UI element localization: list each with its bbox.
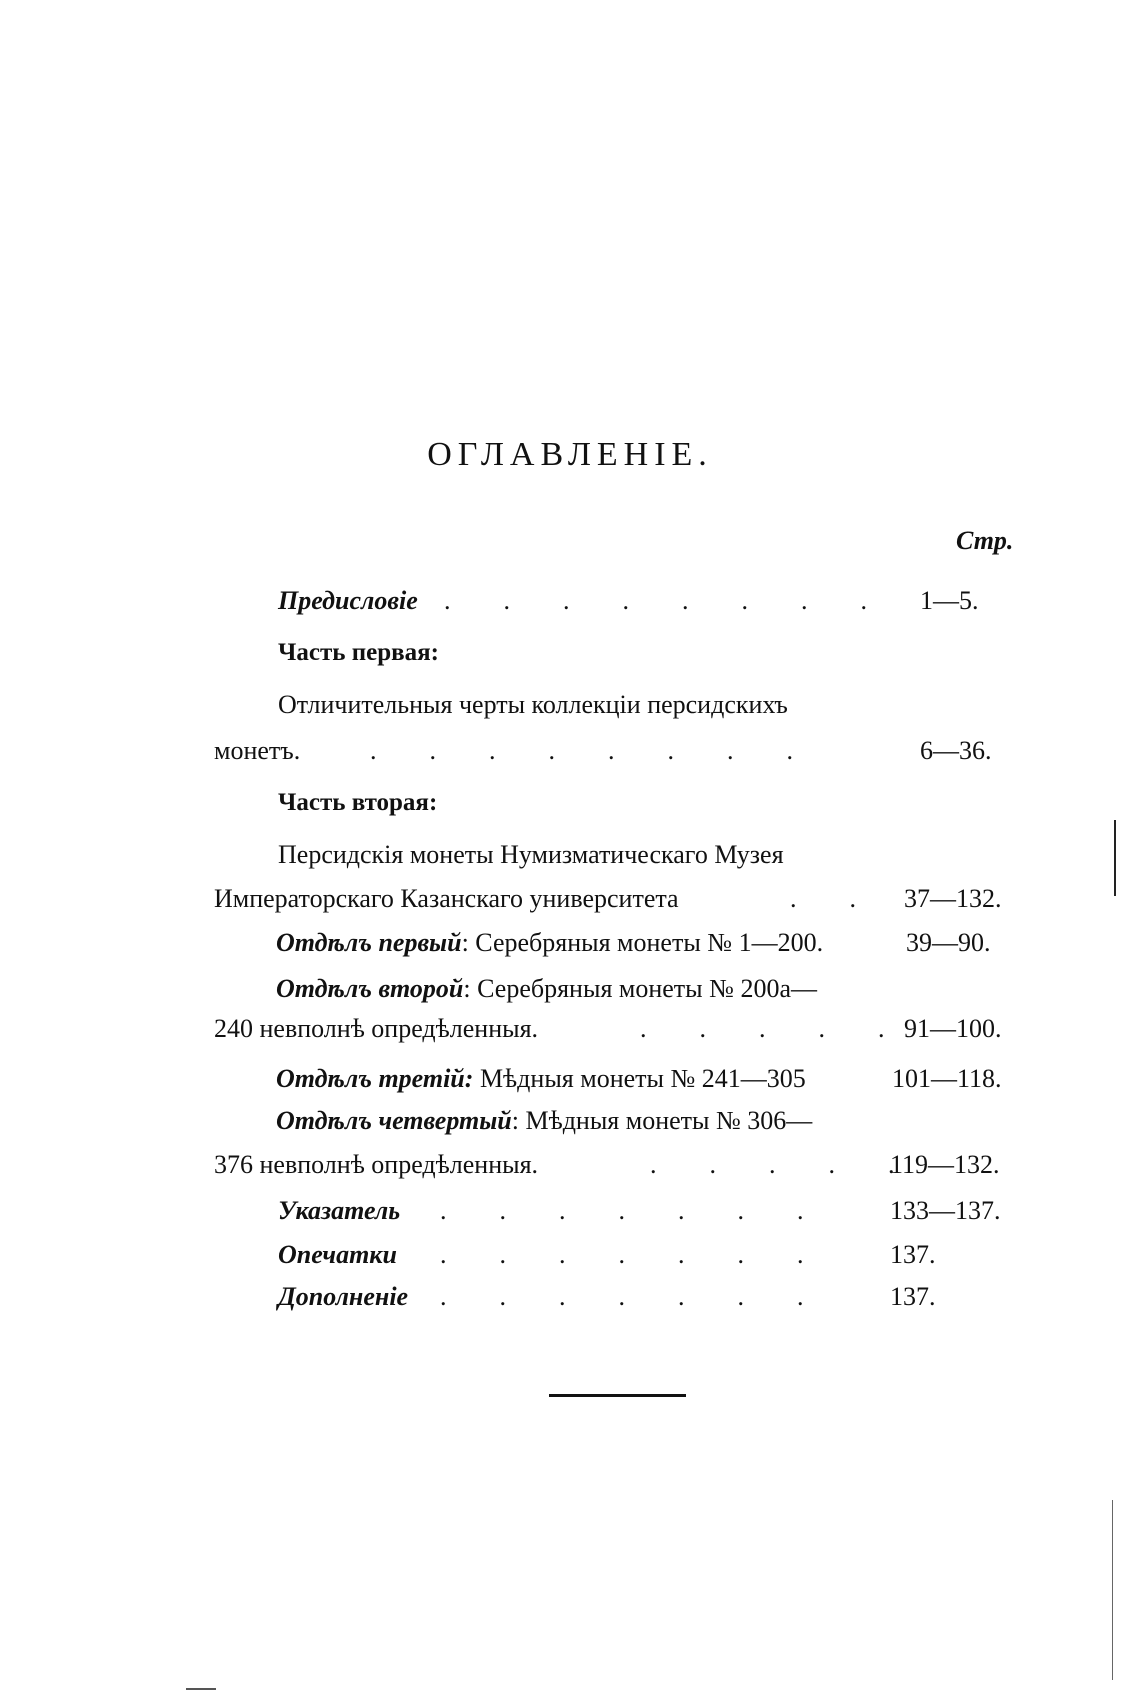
scan-corner-mark: [186, 1688, 216, 1690]
toc-section2: [276, 976, 817, 1002]
toc-section3-text: Мѣдныя монеты № 241—305: [473, 1064, 806, 1093]
toc-entry-index-pages: 133—137.: [890, 1196, 1001, 1225]
toc-part2-heading: Часть вторая:: [278, 789, 438, 816]
toc-section1-pages: 39—90.: [906, 928, 991, 957]
toc-section3: [276, 1066, 806, 1092]
toc-entry-preface-dots: . . . . . . . .: [444, 586, 869, 615]
toc-section1-label: Отдѣлъ первый: [276, 928, 462, 957]
toc-section2-label: Отдѣлъ второй: [276, 974, 464, 1003]
toc-entry-addendum-pages: 137.: [890, 1282, 936, 1311]
toc-section1: [276, 930, 823, 956]
toc-part1-line1: Отличительныя черты коллекціи персидскихъ: [278, 690, 788, 719]
toc-section4-dots: . . . . .: [650, 1150, 897, 1179]
toc-part2-line2: Императорскаго Казанскаго университета: [214, 884, 679, 913]
scan-edge-line: [1112, 1500, 1113, 1680]
toc-entry-preface-label: Предисловіе: [278, 586, 418, 615]
toc-part2-dots: . .: [790, 884, 858, 913]
toc-section4-text: : Мѣдныя монеты № 306—: [511, 1106, 813, 1135]
toc-part1-line2: монетъ.: [214, 736, 301, 765]
toc-part1-pages: 6—36.: [920, 736, 992, 765]
page-title: ОГЛАВЛЕНІЕ.: [427, 436, 713, 473]
toc-section1-text: : Серебряныя монеты № 1—200.: [461, 928, 824, 957]
toc-entry-index-dots: . . . . . . .: [440, 1196, 806, 1225]
toc-part2-line1: Персидскія монеты Нумизматическаго Музея: [278, 840, 784, 869]
toc-part2-pages: 37—132.: [904, 884, 1002, 913]
toc-part1-heading: Часть первая:: [278, 639, 439, 666]
toc-entry-addendum-dots: . . . . . . .: [440, 1282, 806, 1311]
toc-entry-errata-dots: . . . . . . .: [440, 1240, 806, 1269]
toc-part1-dots: . . . . . . . .: [370, 736, 795, 765]
toc-section2-dots: . . . . .: [640, 1014, 887, 1043]
toc-section2-text: : Серебряныя монеты № 200а—: [463, 974, 817, 1003]
page-column-header: Стр.: [956, 526, 1014, 555]
toc-entry-addendum-label: Дополненіе: [278, 1282, 409, 1311]
toc-section2-pages: 91—100.: [904, 1014, 1002, 1043]
toc-section3-label: Отдѣлъ третій:: [276, 1064, 474, 1093]
toc-section2-line2: 240 невполнѣ опредѣленныя.: [214, 1014, 539, 1043]
toc-section4-line2: 376 невполнѣ опредѣленныя.: [214, 1150, 539, 1179]
toc-entry-preface-pages: 1—5.: [920, 586, 979, 615]
toc-entry-index-label: Указатель: [278, 1196, 401, 1225]
toc-section4-label: Отдѣлъ четвертый: [276, 1106, 512, 1135]
toc-section3-pages: 101—118.: [892, 1064, 1002, 1093]
scan-edge-mark: [1114, 820, 1116, 896]
toc-entry-errata-label: Опечатки: [278, 1240, 397, 1269]
toc-section4-pages: 119—132.: [890, 1150, 1000, 1179]
closing-rule: [549, 1394, 686, 1397]
toc-entry-errata-pages: 137.: [890, 1240, 936, 1269]
toc-section4: [276, 1108, 812, 1134]
